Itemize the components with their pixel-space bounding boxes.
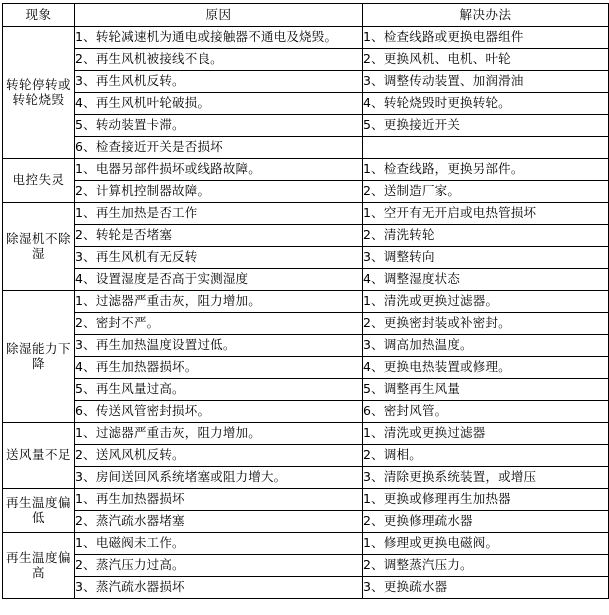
cause-cell: 5、转动装置卡滞。: [75, 115, 363, 137]
cause-cell: 3、再生风机有无反转: [75, 247, 363, 269]
phenomenon-cell: [3, 423, 75, 489]
column-header: 现象: [3, 4, 75, 27]
solution-cell: 6、密封风管。: [363, 401, 609, 423]
phenomenon-label: 送风量不足: [5, 447, 71, 463]
table-row: [3, 445, 609, 467]
table-row: [3, 291, 609, 313]
solution-cell: 4、转轮烧毁时更换转轮。: [363, 93, 609, 115]
solution-cell: 3、更换疏水器: [363, 577, 609, 599]
cause-cell: 2、计算机控制器故障。: [75, 181, 363, 203]
cause-cell: 4、再生风机叶轮破损。: [75, 93, 363, 115]
cause-cell: 2、转轮是否堵塞: [75, 225, 363, 247]
table-row: [3, 181, 609, 203]
cause-cell: 4、设置湿度是否高于实测湿度: [75, 269, 363, 291]
table-row: [3, 335, 609, 357]
phenomenon-cell: [3, 489, 75, 533]
table-row: [3, 247, 609, 269]
solution-cell: 3、调整传动装置、加润滑油: [363, 71, 609, 93]
cause-cell: 2、蒸汽疏水器堵塞: [75, 511, 363, 533]
cause-cell: 2、密封不严。: [75, 313, 363, 335]
solution-cell: 2、更换风机、电机、叶轮: [363, 49, 609, 71]
cause-cell: 2、送风风机反转。: [75, 445, 363, 467]
phenomenon-label: 除湿机不除湿: [5, 231, 71, 261]
table-row: [3, 137, 609, 159]
cause-cell: 5、再生风量过高。: [75, 379, 363, 401]
cause-cell: 1、过滤器严重击灰，阻力增加。: [75, 423, 363, 445]
solution-cell: 3、调高加热温度。: [363, 335, 609, 357]
table-row: [3, 93, 609, 115]
cause-cell: 1、电器另部件损坏或线路故障。: [75, 159, 363, 181]
solution-cell: 3、调整转向: [363, 247, 609, 269]
phenomenon-label: 再生温度偏高: [5, 550, 71, 580]
table-row: [3, 489, 609, 511]
table-header-row: [3, 4, 609, 27]
cause-cell: 6、传送风管密封损坏。: [75, 401, 363, 423]
solution-cell: 2、调相。: [363, 445, 609, 467]
solution-cell: 1、修理或更换电磁阀。: [363, 533, 609, 555]
cause-cell: 3、蒸汽疏水器损坏: [75, 577, 363, 599]
cause-cell: 6、检查接近开关是否损坏: [75, 137, 363, 159]
table-row: [3, 115, 609, 137]
cause-cell: 3、再生加热温度设置过低。: [75, 335, 363, 357]
solution-cell: 5、调整再生风量: [363, 379, 609, 401]
fault-troubleshooting-table: [2, 3, 609, 599]
table-row: [3, 423, 609, 445]
solution-cell: [363, 137, 609, 159]
column-header: 原因: [75, 4, 363, 27]
solution-cell: 2、更换修理疏水器: [363, 511, 609, 533]
cause-cell: 2、蒸汽压力过高。: [75, 555, 363, 577]
table-row: [3, 269, 609, 291]
phenomenon-label: 除湿能力下降: [5, 341, 71, 371]
solution-cell: 2、调整蒸汽压力。: [363, 555, 609, 577]
cause-cell: 1、再生加热是否工作: [75, 203, 363, 225]
solution-cell: 2、清洗转轮: [363, 225, 609, 247]
table-row: [3, 467, 609, 489]
cause-cell: 3、再生风机反转。: [75, 71, 363, 93]
solution-cell: 1、检查线路，更换另部件。: [363, 159, 609, 181]
table-row: [3, 27, 609, 49]
cause-cell: 1、过滤器严重击灰，阻力增加。: [75, 291, 363, 313]
phenomenon-cell: [3, 291, 75, 423]
cause-cell: 2、再生风机被接线不良。: [75, 49, 363, 71]
table-row: [3, 71, 609, 93]
cause-cell: 3、房间送回风系统堵塞或阻力增大。: [75, 467, 363, 489]
table-row: [3, 203, 609, 225]
solution-cell: 1、清洗或更换过滤器。: [363, 291, 609, 313]
solution-cell: 1、清洗或更换过滤器: [363, 423, 609, 445]
table-row: [3, 533, 609, 555]
table-row: [3, 159, 609, 181]
phenomenon-label: 电控失灵: [12, 172, 65, 188]
column-header: 解决办法: [363, 4, 609, 27]
solution-cell: 1、更换或修理再生加热器: [363, 489, 609, 511]
table-row: [3, 511, 609, 533]
solution-cell: 2、更换密封装或补密封。: [363, 313, 609, 335]
table-row: [3, 357, 609, 379]
cause-cell: 1、电磁阀未工作。: [75, 533, 363, 555]
phenomenon-label: 转轮停转或转轮烧毁: [5, 77, 71, 107]
cause-cell: 4、再生加热器损坏。: [75, 357, 363, 379]
phenomenon-cell: [3, 533, 75, 599]
solution-cell: 4、调整湿度状态: [363, 269, 609, 291]
table-row: [3, 313, 609, 335]
phenomenon-cell: [3, 203, 75, 291]
solution-cell: 2、送制造厂家。: [363, 181, 609, 203]
phenomenon-cell: [3, 27, 75, 159]
cause-cell: 1、转轮减速机为通电或接触器不通电及烧毁。: [75, 27, 363, 49]
table-row: [3, 577, 609, 599]
table-row: [3, 225, 609, 247]
solution-cell: 4、更换电热装置或修理。: [363, 357, 609, 379]
solution-cell: 5、更换接近开关: [363, 115, 609, 137]
table-row: [3, 401, 609, 423]
solution-cell: 1、空开有无开启或电热管损坏: [363, 203, 609, 225]
table-row: [3, 379, 609, 401]
phenomenon-label: 再生温度偏低: [5, 495, 71, 525]
solution-cell: 1、检查线路或更换电器组件: [363, 27, 609, 49]
table-row: [3, 555, 609, 577]
table-row: [3, 49, 609, 71]
phenomenon-cell: [3, 159, 75, 203]
cause-cell: 1、再生加热器损坏: [75, 489, 363, 511]
solution-cell: 3、清除更换系统装置，或增压: [363, 467, 609, 489]
